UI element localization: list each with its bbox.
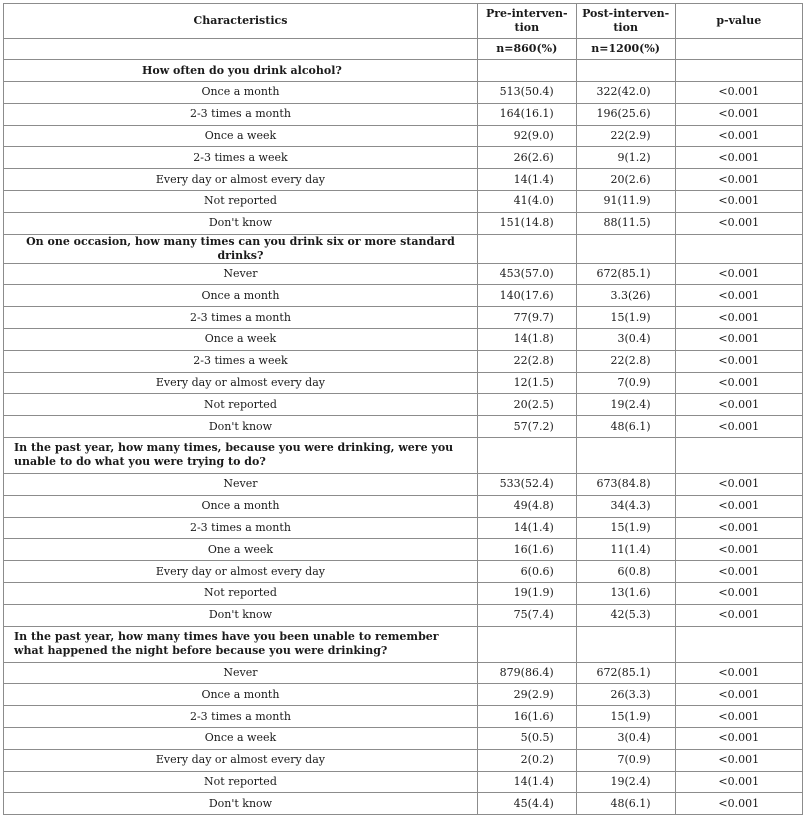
p-value-cell: <0.001 (675, 82, 802, 104)
post-intervention-value: 7(0.9) (576, 749, 675, 771)
table-row (4, 125, 803, 147)
empty-cell (477, 626, 576, 662)
p-value-cell: <0.001 (675, 307, 802, 329)
p-value-cell: <0.001 (675, 473, 802, 495)
post-intervention-value: 196(25.6) (576, 103, 675, 125)
post-intervention-value: 15(1.9) (576, 706, 675, 728)
p-value-cell: <0.001 (675, 539, 802, 561)
row-label: One a week (4, 539, 478, 561)
table-row (4, 582, 803, 604)
post-intervention-value: 22(2.8) (576, 350, 675, 372)
row-label: Never (4, 263, 478, 285)
pre-intervention-value: 45(4.4) (477, 793, 576, 815)
pre-intervention-value: 453(57.0) (477, 263, 576, 285)
pre-intervention-value: 12(1.5) (477, 372, 576, 394)
table-row (4, 771, 803, 793)
post-intervention-value: 48(6.1) (576, 793, 675, 815)
table-row (4, 82, 803, 104)
table-row (4, 561, 803, 583)
row-label: Don't know (4, 416, 478, 438)
post-intervention-value: 88(11.5) (576, 212, 675, 234)
table-row (4, 190, 803, 212)
row-label: Every day or almost every day (4, 749, 478, 771)
empty-cell (675, 437, 802, 473)
empty-cell (576, 437, 675, 473)
post-intervention-value: 48(6.1) (576, 416, 675, 438)
post-intervention-value: 19(2.4) (576, 394, 675, 416)
p-value-cell: <0.001 (675, 125, 802, 147)
pre-intervention-value: 19(1.9) (477, 582, 576, 604)
row-label: Don't know (4, 793, 478, 815)
p-value-cell: <0.001 (675, 103, 802, 125)
post-intervention-value: 672(85.1) (576, 662, 675, 684)
table-row (4, 328, 803, 350)
header-empty-cell (4, 39, 478, 60)
header-p-value: p-value (675, 4, 802, 39)
p-value-cell: <0.001 (675, 147, 802, 169)
p-value-cell: <0.001 (675, 416, 802, 438)
row-label: Once a month (4, 285, 478, 307)
row-label: Not reported (4, 394, 478, 416)
post-intervention-value: 11(1.4) (576, 539, 675, 561)
pre-intervention-value: 22(2.8) (477, 350, 576, 372)
pre-intervention-value: 879(86.4) (477, 662, 576, 684)
post-intervention-value: 9(1.2) (576, 147, 675, 169)
results-table (3, 3, 803, 815)
table-row (4, 539, 803, 561)
post-intervention-value: 15(1.9) (576, 307, 675, 329)
pre-intervention-value: 92(9.0) (477, 125, 576, 147)
table-row (4, 662, 803, 684)
row-label: Never (4, 473, 478, 495)
empty-cell (675, 234, 802, 263)
p-value-cell: <0.001 (675, 582, 802, 604)
p-value-cell: <0.001 (675, 706, 802, 728)
row-label: Once a month (4, 82, 478, 104)
row-label: Every day or almost every day (4, 561, 478, 583)
pre-intervention-value: 29(2.9) (477, 684, 576, 706)
pre-intervention-value: 513(50.4) (477, 82, 576, 104)
p-value-cell: <0.001 (675, 372, 802, 394)
pre-intervention-value: 41(4.0) (477, 190, 576, 212)
pre-intervention-value: 164(16.1) (477, 103, 576, 125)
p-value-cell: <0.001 (675, 793, 802, 815)
table-row (4, 372, 803, 394)
p-value-cell: <0.001 (675, 727, 802, 749)
p-value-cell: <0.001 (675, 662, 802, 684)
table-row (4, 706, 803, 728)
row-label: Don't know (4, 212, 478, 234)
post-intervention-value: 7(0.9) (576, 372, 675, 394)
row-label: Once a week (4, 125, 478, 147)
pre-intervention-value: 14(1.8) (477, 328, 576, 350)
pre-intervention-value: 14(1.4) (477, 771, 576, 793)
row-label: 2-3 times a month (4, 706, 478, 728)
question-row (4, 437, 803, 473)
post-intervention-value: 6(0.8) (576, 561, 675, 583)
pre-intervention-value: 77(9.7) (477, 307, 576, 329)
p-value-cell: <0.001 (675, 561, 802, 583)
row-label: Not reported (4, 771, 478, 793)
p-value-cell: <0.001 (675, 749, 802, 771)
row-label: 2-3 times a week (4, 350, 478, 372)
table-row (4, 285, 803, 307)
pre-intervention-value: 533(52.4) (477, 473, 576, 495)
row-label: 2-3 times a month (4, 307, 478, 329)
p-value-cell: <0.001 (675, 604, 802, 626)
pre-intervention-value: 6(0.6) (477, 561, 576, 583)
post-intervention-value: 91(11.9) (576, 190, 675, 212)
pre-intervention-value: 49(4.8) (477, 495, 576, 517)
p-value-cell: <0.001 (675, 517, 802, 539)
header-pre-n: n=860(%) (477, 39, 576, 60)
pre-intervention-value: 26(2.6) (477, 147, 576, 169)
empty-cell (576, 234, 675, 263)
empty-cell (477, 234, 576, 263)
pre-intervention-value: 16(1.6) (477, 539, 576, 561)
pre-intervention-value: 140(17.6) (477, 285, 576, 307)
empty-cell (675, 60, 802, 82)
pre-intervention-value: 14(1.4) (477, 169, 576, 191)
header-post-intervention: Post-interven- tion (576, 4, 675, 39)
p-value-cell: <0.001 (675, 263, 802, 285)
post-intervention-value: 3(0.4) (576, 328, 675, 350)
table-row (4, 394, 803, 416)
question-text: In the past year, how many times have you been unable to remember what happened the night before because you were drinking? (4, 626, 478, 662)
pre-intervention-value: 75(7.4) (477, 604, 576, 626)
row-label: Once a month (4, 684, 478, 706)
post-intervention-value: 26(3.3) (576, 684, 675, 706)
pre-intervention-value: 14(1.4) (477, 517, 576, 539)
row-label: Never (4, 662, 478, 684)
row-label: 2-3 times a month (4, 103, 478, 125)
pre-intervention-value: 5(0.5) (477, 727, 576, 749)
table-row (4, 103, 803, 125)
question-text: How often do you drink alcohol? (4, 60, 478, 82)
table-row (4, 684, 803, 706)
table-row (4, 727, 803, 749)
pre-intervention-value: 20(2.5) (477, 394, 576, 416)
empty-cell (477, 60, 576, 82)
question-text: In the past year, how many times, because you were drinking, were you unable to do what you were trying to do? (4, 437, 478, 473)
post-intervention-value: 673(84.8) (576, 473, 675, 495)
header-pre-intervention: Pre-interven- tion (477, 4, 576, 39)
p-value-cell: <0.001 (675, 394, 802, 416)
post-intervention-value: 322(42.0) (576, 82, 675, 104)
empty-cell (477, 437, 576, 473)
post-intervention-value: 34(4.3) (576, 495, 675, 517)
post-intervention-value: 13(1.6) (576, 582, 675, 604)
table-row (4, 350, 803, 372)
row-label: Every day or almost every day (4, 372, 478, 394)
post-intervention-value: 19(2.4) (576, 771, 675, 793)
post-intervention-value: 672(85.1) (576, 263, 675, 285)
p-value-cell: <0.001 (675, 285, 802, 307)
table-row (4, 169, 803, 191)
table-row (4, 307, 803, 329)
sample-size-row (4, 39, 803, 60)
p-value-cell: <0.001 (675, 212, 802, 234)
empty-cell (675, 626, 802, 662)
post-intervention-value: 20(2.6) (576, 169, 675, 191)
table-row (4, 473, 803, 495)
row-label: 2-3 times a week (4, 147, 478, 169)
post-intervention-value: 42(5.3) (576, 604, 675, 626)
post-intervention-value: 15(1.9) (576, 517, 675, 539)
p-value-cell: <0.001 (675, 169, 802, 191)
table-row (4, 263, 803, 285)
table-row (4, 416, 803, 438)
pre-intervention-value: 16(1.6) (477, 706, 576, 728)
empty-cell (576, 60, 675, 82)
table-row (4, 212, 803, 234)
empty-cell (576, 626, 675, 662)
header-row (4, 4, 803, 39)
row-label: 2-3 times a month (4, 517, 478, 539)
row-label: Every day or almost every day (4, 169, 478, 191)
table-row (4, 517, 803, 539)
table-row (4, 749, 803, 771)
question-row (4, 626, 803, 662)
question-text: On one occasion, how many times can you drink six or more standard drinks? (4, 234, 478, 263)
header-characteristics: Characteristics (4, 4, 478, 39)
pre-intervention-value: 2(0.2) (477, 749, 576, 771)
pre-intervention-value: 57(7.2) (477, 416, 576, 438)
table-row (4, 793, 803, 815)
table-row (4, 604, 803, 626)
p-value-cell: <0.001 (675, 328, 802, 350)
header-post-n: n=1200(%) (576, 39, 675, 60)
pre-intervention-value: 151(14.8) (477, 212, 576, 234)
post-intervention-value: 22(2.9) (576, 125, 675, 147)
post-intervention-value: 3.3(26) (576, 285, 675, 307)
question-row (4, 234, 803, 263)
table-row (4, 495, 803, 517)
question-row (4, 60, 803, 82)
p-value-cell: <0.001 (675, 684, 802, 706)
p-value-cell: <0.001 (675, 771, 802, 793)
table-row (4, 147, 803, 169)
row-label: Not reported (4, 190, 478, 212)
row-label: Don't know (4, 604, 478, 626)
post-intervention-value: 3(0.4) (576, 727, 675, 749)
row-label: Once a month (4, 495, 478, 517)
p-value-cell: <0.001 (675, 190, 802, 212)
row-label: Not reported (4, 582, 478, 604)
p-value-cell: <0.001 (675, 495, 802, 517)
p-value-cell: <0.001 (675, 350, 802, 372)
row-label: Once a week (4, 328, 478, 350)
header-empty-cell (675, 39, 802, 60)
row-label: Once a week (4, 727, 478, 749)
